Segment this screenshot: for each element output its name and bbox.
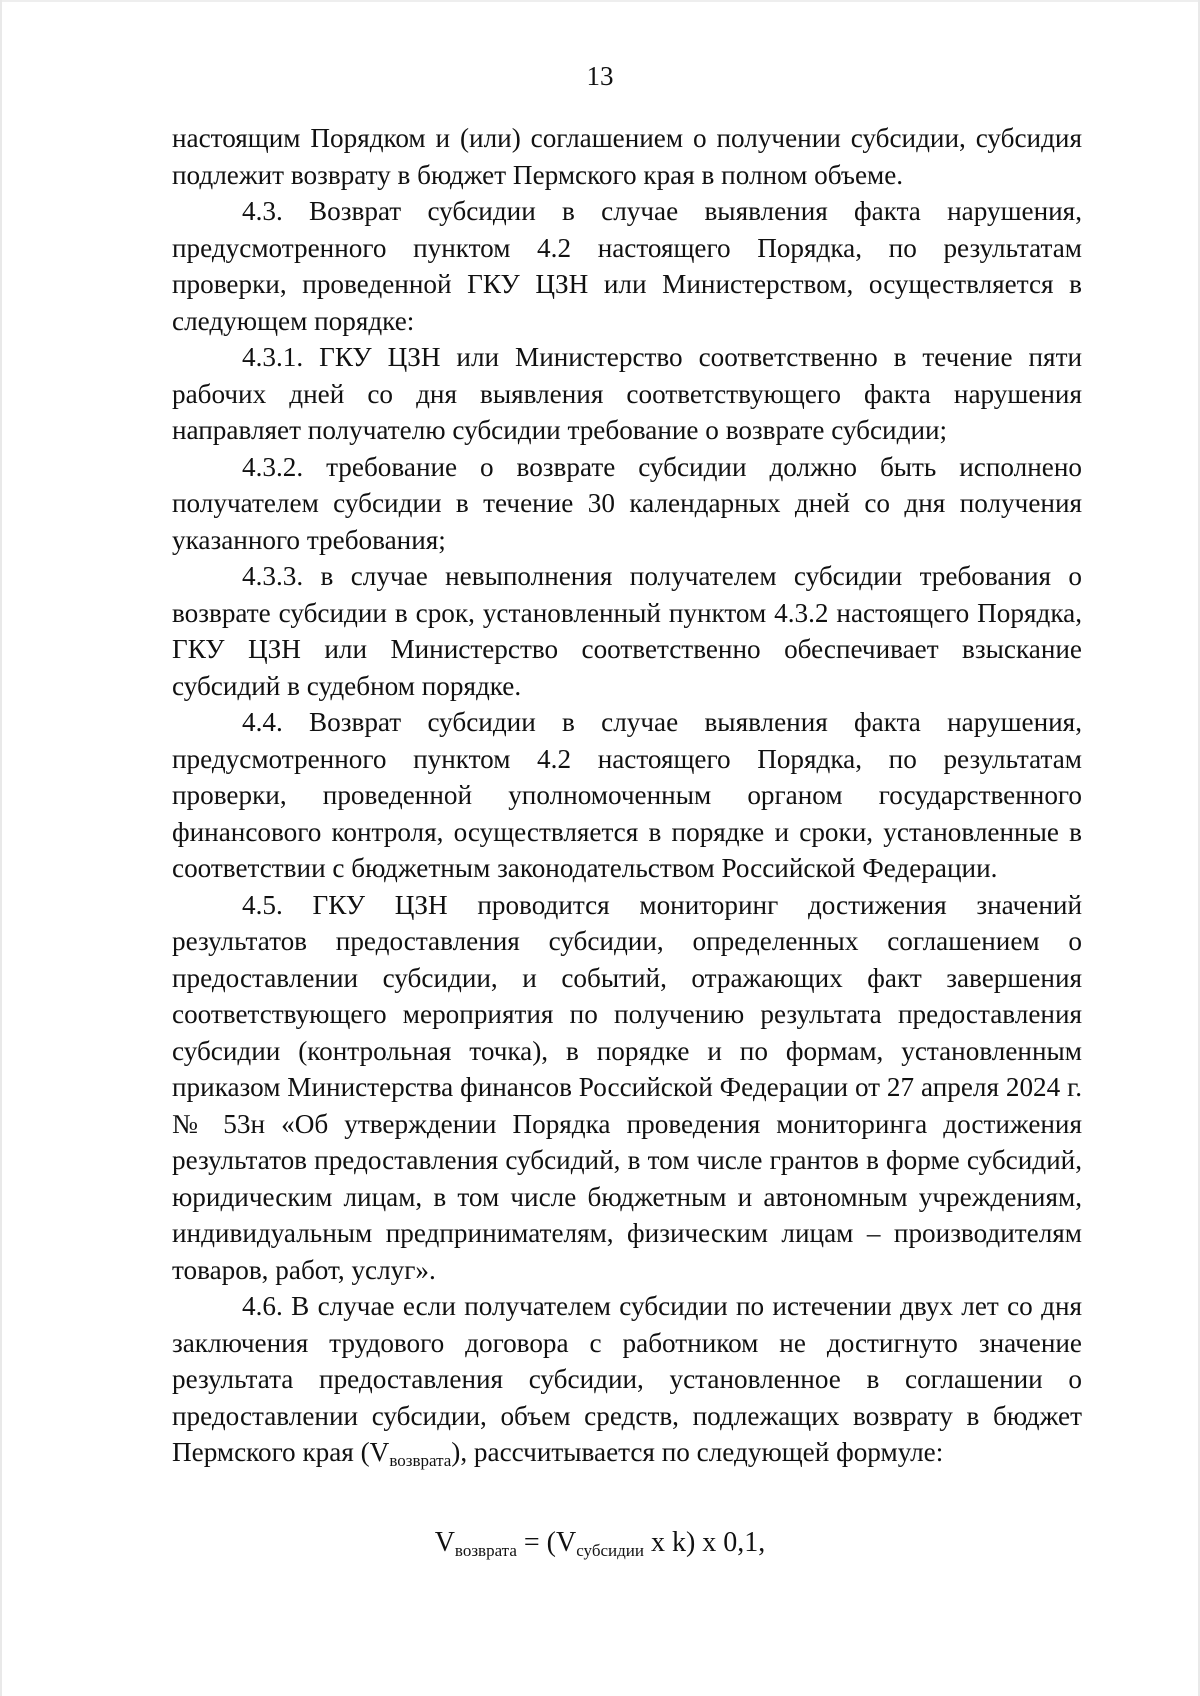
paragraph-4-3: 4.3. Возврат субсидии в случае выявления факта нарушения, предусмотренного пунктом 4.2 настоящего Порядка, по результатам проверки, проведенной ГКУ ЦЗН или Министерством, осуществляется в следующем порядке: xyxy=(172,196,1082,336)
formula-rhs-subscript: субсидии xyxy=(576,1541,644,1560)
paragraph-4-5: 4.5. ГКУ ЦЗН проводится мониторинг достижения значений результатов предоставления субсидии, определенных соглашением о предоставлении субсидии, и событий, отражающих факт завершения соответствующего мероприятия по получению результата предоставления субсидии (контрольная точка), в порядке и по формам, установленным приказом Министерства финансов Российской Федерации от 27 апреля 2024 г. № 53н «Об утверждении Порядка проведения мониторинга достижения результатов предоставления субсидий, в том числе грантов в форме субсидий, юридическим лицам, в том числе бюджетным и автономным учреждениям, индивидуальным предпринимателям, физическим лицам – производителям товаров, работ, услуг». xyxy=(172,889,1082,1285)
paragraph-4-3-1: 4.3.1. ГКУ ЦЗН или Министерство соответственно в течение пяти рабочих дней со дня выявления соответствующего факта нарушения направляет получателю субсидии требование о возврате субсидии; xyxy=(172,342,1082,445)
page-number: 13 xyxy=(586,61,614,91)
return-volume-subscript: возврата xyxy=(389,1451,452,1470)
formula-rhs-symbol: V xyxy=(556,1527,577,1558)
paragraph-intro: настоящим Порядком и (или) соглашением о получении субсидии, субсидия подлежит возврату в бюджет Пермского края в полном объеме. xyxy=(172,123,1082,190)
formula-equals-open: = ( xyxy=(516,1527,556,1558)
paragraph-4-3-3: 4.3.3. в случае невыполнения получателем субсидии требования о возврате субсидии в срок, установленный пунктом 4.3.2 настоящего Порядка, ГКУ ЦЗН или Министерство соответственно обеспечивает взыскание субсидий в судебном порядке. xyxy=(172,561,1082,701)
paragraph-4-6-text-end: ), рассчитывается по следующей формуле: xyxy=(451,1437,944,1467)
document-body xyxy=(172,120,1082,1471)
return-volume-symbol: V xyxy=(369,1437,390,1467)
scan-top-edge xyxy=(0,0,1200,2)
paragraph-4-4: 4.4. Возврат субсидии в случае выявления факта нарушения, предусмотренного пунктом 4.2 настоящего Порядка, по результатам проверки, проведенной уполномоченным органом государственного финансового контроля, осуществляется в порядке и сроки, установленные в соответствии с бюджетным законодательством Российской Федерации. xyxy=(172,707,1082,883)
paragraph-4-6-text-start: 4.6. В случае если получателем субсидии по истечении двух лет со дня заключения трудового договора с работником не достигнуто значение результата предоставления субсидии, установленное в соглашении о предоставлении субсидии, объем средств, подлежащих возврату в бюджет Пермского края ( xyxy=(172,1291,1082,1467)
paragraph-4-3-2: 4.3.2. требование о возврате субсидии должно быть исполнено получателем субсидии в течение 30 календарных дней со дня получения указанного требования; xyxy=(172,451,1082,555)
scan-left-edge xyxy=(0,0,2,1696)
formula-rhs-tail: x k) x 0,1, xyxy=(643,1527,766,1558)
formula-lhs-symbol: V xyxy=(434,1527,455,1558)
formula-lhs-subscript: возврата xyxy=(454,1541,517,1560)
return-formula xyxy=(0,1525,1200,1561)
paragraph-4-6 xyxy=(172,1288,1082,1471)
